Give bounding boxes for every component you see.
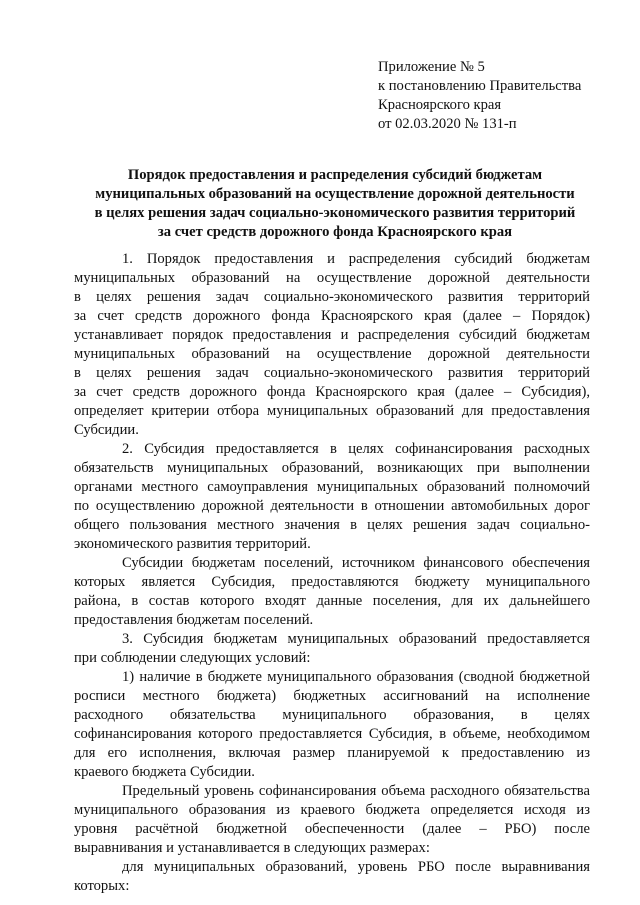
body-line: определяет критерии отбора муниципальных образований для предоставления: [74, 403, 590, 419]
body-line: предоставления бюджетам поселений.: [74, 612, 314, 628]
body-line: в целях решения задач социально-экономического развития территорий: [74, 289, 590, 305]
body-line: экономического развития территорий.: [74, 536, 311, 552]
body-line: по осуществлению дорожной деятельности в отношении автомобильных дорог: [74, 498, 590, 514]
body-line: росписи местного бюджета) бюджетных ассигнований на исполнение: [74, 688, 590, 704]
paragraph-6: [74, 782, 590, 858]
body-line: органами местного самоуправления муниципальных образований полномочий: [74, 479, 590, 495]
paragraph-3: [74, 554, 590, 630]
paragraph-7: [74, 858, 590, 896]
title-line: муниципальных образований на осуществление дорожной деятельности: [95, 186, 575, 202]
title-line: в целях решения задач социально-экономического развития территорий: [94, 205, 576, 221]
body-line: для муниципальных образований, уровень РБО после выравнивания: [122, 859, 590, 875]
body-line: района, в состав которого входят данные поселения, для их дальнейшего: [74, 593, 590, 609]
annex-line: Приложение № 5: [378, 59, 485, 75]
body-line: Субсидии бюджетам поселений, источником финансового обеспечения: [122, 555, 590, 571]
body-line: в целях решения задач социально-экономического развития территорий: [74, 365, 590, 381]
body-line: 2. Субсидия предоставляется в целях софинансирования расходных: [122, 441, 590, 457]
document-title: [60, 166, 610, 242]
body-line: 1. Порядок предоставления и распределения субсидий бюджетам: [122, 251, 590, 267]
body-line: краевого бюджета Субсидии.: [74, 764, 255, 780]
annex-line: Красноярского края: [378, 97, 502, 113]
annex-line: к постановлению Правительства: [378, 78, 582, 94]
document-body: [74, 250, 590, 896]
body-line: муниципальных образований на осуществление дорожной деятельности: [74, 346, 590, 362]
paragraph-2: [74, 440, 590, 554]
body-line: при соблюдении следующих условий:: [74, 650, 311, 666]
body-line: обязательств муниципальных образований, возникающих при выполнении: [74, 460, 590, 476]
annex-header: [378, 58, 581, 134]
body-line: 1) наличие в бюджете муниципального образования (сводной бюджетной: [122, 669, 590, 685]
body-line: уровня расчётной бюджетной обеспеченности (далее – РБО) после: [74, 821, 590, 837]
body-line: устанавливает порядок предоставления и распределения субсидий бюджетам: [74, 327, 590, 343]
body-line: муниципальных образований на осуществление дорожной деятельности: [74, 270, 590, 286]
title-line: Порядок предоставления и распределения субсидий бюджетам: [127, 167, 543, 183]
paragraph-5: [74, 668, 590, 782]
annex-line: от 02.03.2020 № 131-п: [378, 116, 517, 132]
body-line: общего пользования местного значения в целях решения задач социально-: [74, 517, 590, 533]
body-line: Предельный уровень софинансирования объема расходного обязательства: [122, 783, 590, 799]
body-line: выравнивания и устанавливается в следующих размерах:: [74, 840, 430, 856]
body-line: муниципального образования из краевого бюджета определяется исходя из: [74, 802, 590, 818]
body-line: расходного обязательства муниципального образования, в целях: [74, 707, 590, 723]
body-line: софинансирования которого предоставляется Субсидия, в объеме, необходимом: [74, 726, 590, 742]
body-line: за счет средств дорожного фонда Красноярского края (далее – Порядок): [74, 308, 590, 324]
body-line: для его исполнения, включая размер планируемой к предоставлению из: [74, 745, 590, 761]
body-line: Субсидии.: [74, 422, 139, 438]
paragraph-1: [74, 250, 590, 440]
body-line: за счет средств дорожного фонда Красноярского края (далее – Субсидия),: [74, 384, 590, 400]
title-line: за счет средств дорожного фонда Красноярского края: [157, 224, 513, 240]
body-line: которых:: [74, 878, 130, 894]
body-line: 3. Субсидия бюджетам муниципальных образований предоставляется: [122, 631, 590, 647]
body-line: которых является Субсидия, предоставляются бюджету муниципального: [74, 574, 590, 590]
paragraph-4: [74, 630, 590, 668]
